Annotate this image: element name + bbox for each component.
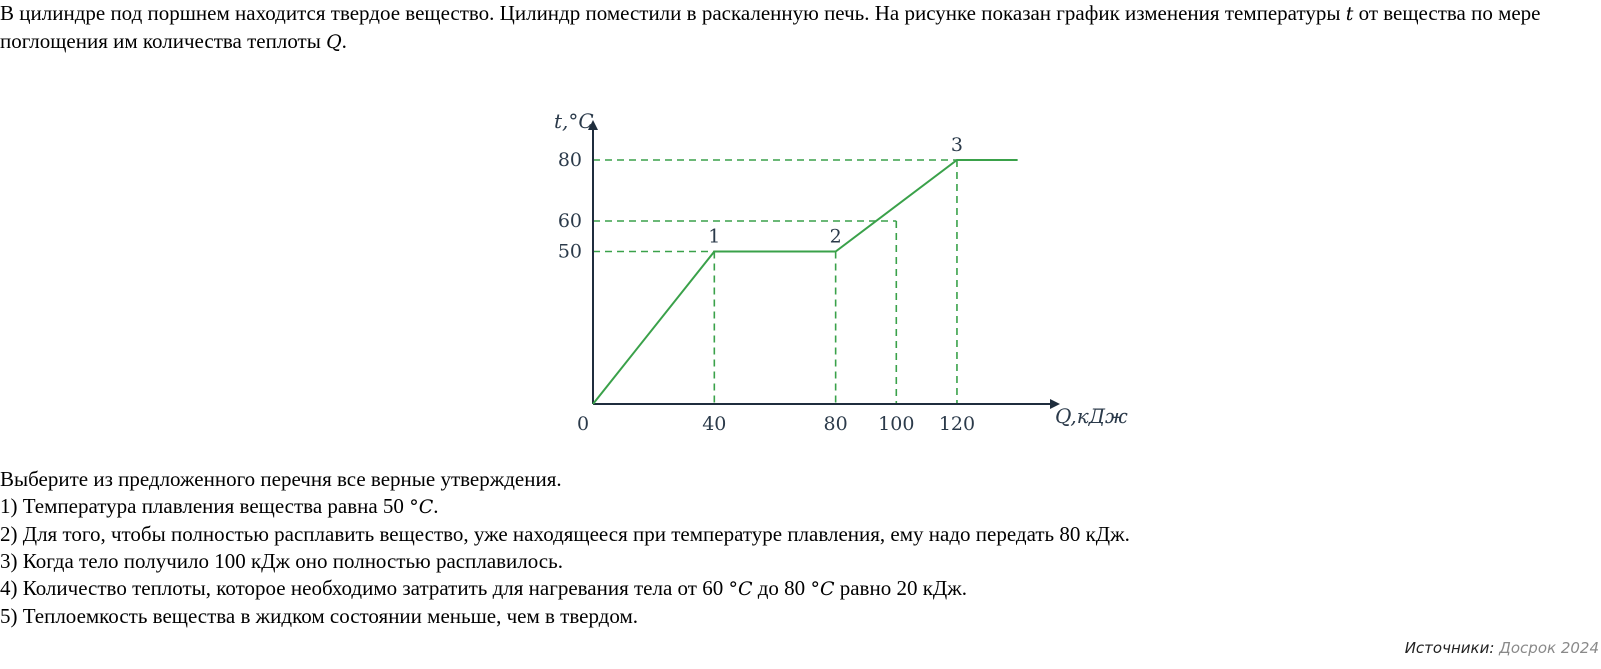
point-label-3: 3 xyxy=(950,134,964,156)
source-footer xyxy=(1405,639,1599,657)
point-label-1: 1 xyxy=(708,225,721,248)
intro-text-1: В цилиндре под поршнем находится твердое вещество. Цилиндр поместили в раскаленную печь. На рисунке показан график изменения температуры xyxy=(0,1,1346,25)
series-line-0 xyxy=(593,160,1018,404)
source-label: Источники: xyxy=(1404,639,1495,657)
point-label-2: 2 xyxy=(829,225,842,248)
x-tick-label: 120 xyxy=(938,413,976,435)
intro-text-3: . xyxy=(341,29,347,53)
point-labels xyxy=(708,134,963,248)
y-axis-label: t,°C xyxy=(554,109,594,133)
statement-4-text-c: равно 20 кДж. xyxy=(834,576,967,600)
y-tick-label: 50 xyxy=(557,240,582,263)
x-tick-label: 100 xyxy=(878,413,915,435)
statement-4-text-a: 4) Количество теплоты, которое необходимо затратить для нагревания тела от 60 xyxy=(0,576,729,600)
guide-lines xyxy=(593,160,957,404)
statement-5: 5) Теплоемкость вещества в жидком состоянии меньше, чем в твердом. xyxy=(0,604,638,628)
source-link[interactable]: Досрок 2024 xyxy=(1499,639,1599,657)
origin-label: 0 xyxy=(576,413,590,435)
y-tick-label: 80 xyxy=(557,149,582,171)
statement-4 xyxy=(0,575,1595,603)
x-axis-label: Q,кДж xyxy=(1055,404,1128,428)
intro-var-t: t xyxy=(1345,3,1354,25)
statement-1-end: . xyxy=(433,494,439,518)
statement-1-unit: °C xyxy=(409,496,434,518)
statement-4-text-b: до 80 xyxy=(752,576,811,600)
statement-1 xyxy=(0,493,1595,521)
statements-block xyxy=(0,466,1595,630)
x-tick-label: 80 xyxy=(823,413,848,435)
intro-var-q: Q xyxy=(326,31,342,53)
statement-4-unit-2: °C xyxy=(810,578,835,600)
y-tick-label: 60 xyxy=(557,210,582,232)
intro-text-2: от вещества по мере поглощения им количества теплоты xyxy=(0,1,1541,53)
tick-labels xyxy=(558,149,975,435)
series-layer xyxy=(593,160,1018,404)
statement-4-unit-1: °C xyxy=(728,578,753,600)
x-tick-label: 40 xyxy=(702,413,727,435)
prompt-text: Выберите из предложенного перечня все верные утверждения. xyxy=(0,467,562,491)
statement-1-text: 1) Температура плавления вещества равна 50 xyxy=(0,494,410,518)
statement-3: 3) Когда тело получило 100 кДж оно полностью расплавилось. xyxy=(0,549,563,573)
statement-2: 2) Для того, чтобы полностью расплавить вещество, уже находящееся при температуре плавления, ему надо передать 80 кДж. xyxy=(0,522,1130,546)
